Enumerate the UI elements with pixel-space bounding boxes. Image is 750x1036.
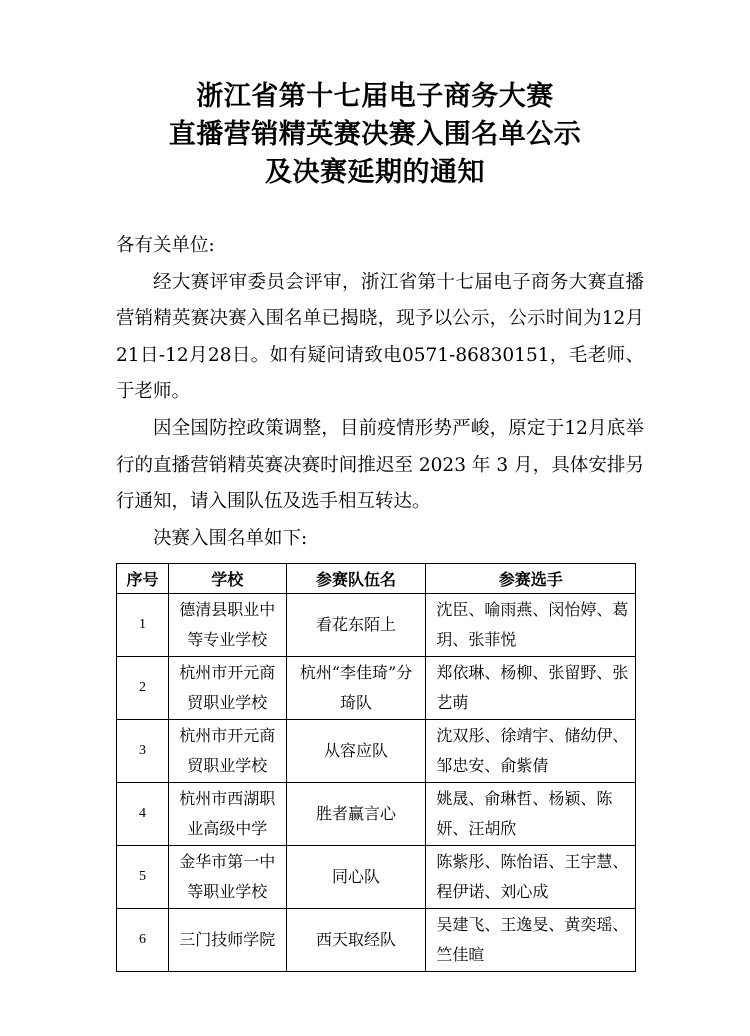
- school-text: 杭州市西湖职业高级中学: [179, 789, 276, 838]
- row-team: [286, 720, 426, 783]
- table-row: [117, 909, 636, 972]
- header-players: 参赛选手: [426, 564, 636, 594]
- table-row: [117, 657, 636, 720]
- school-text: 杭州市开元商贸职业学校: [179, 726, 276, 775]
- table-row: [117, 783, 636, 846]
- row-team: [286, 909, 426, 972]
- title-line-2: 直播营销精英赛决赛入围名单公示: [168, 119, 582, 150]
- school-text: 德清县职业中等专业学校: [179, 600, 276, 649]
- table-row: [117, 846, 636, 909]
- team-text: 西天取经队: [316, 930, 397, 949]
- team-text: 从容应队: [324, 741, 389, 760]
- document-title: [0, 78, 750, 192]
- row-team: [286, 657, 426, 720]
- table-row: [117, 594, 636, 657]
- row-players: 陈紫彤、陈怡语、王宇慧、程伊诺、刘心成: [426, 846, 636, 909]
- row-players: 郑依琳、杨柳、张留野、张艺萌: [426, 657, 636, 720]
- row-school: [168, 657, 286, 720]
- row-team: [286, 783, 426, 846]
- header-school: 学校: [168, 564, 286, 594]
- header-team: 参赛队伍名: [286, 564, 426, 594]
- school-text: 杭州市开元商贸职业学校: [179, 663, 276, 712]
- row-num: 3: [117, 720, 169, 783]
- row-players: 沈双彤、徐靖宇、储幼伊、邹忠安、俞紫倩: [426, 720, 636, 783]
- row-school: [168, 720, 286, 783]
- document-body: [116, 228, 644, 557]
- paragraph-postponement: 因全国防控政策调整，目前疫情形势严峻，原定于12月底举行的直播营销精英赛决赛时间推迟至 2023 年 3 月，具体安排另行通知，请入围队伍及选手相互转达。: [116, 417, 644, 513]
- row-team: [286, 846, 426, 909]
- school-text: 金华市第一中等职业学校: [179, 852, 276, 901]
- finalist-table: [116, 563, 636, 972]
- team-text: 同心队: [332, 867, 381, 886]
- row-team: [286, 594, 426, 657]
- table-row: [117, 720, 636, 783]
- table-header-row: [117, 564, 636, 594]
- row-school: [168, 846, 286, 909]
- row-school: [168, 909, 286, 972]
- title-line-1: 浙江省第十七届电子商务大赛: [196, 81, 554, 112]
- school-text: 三门技师学院: [179, 930, 276, 949]
- row-players: 沈臣、喻雨燕、闵怡婷、葛玥、张菲悦: [426, 594, 636, 657]
- title-line-3: 及决赛延期的通知: [265, 157, 485, 188]
- row-num: 6: [117, 909, 169, 972]
- team-text: 看花东陌上: [316, 615, 397, 634]
- header-num: 序号: [117, 564, 169, 594]
- team-text: 杭州“李佳琦”分琦队: [299, 663, 413, 712]
- row-num: 5: [117, 846, 169, 909]
- paragraph-list-intro: 决赛入围名单如下:: [153, 527, 308, 549]
- row-num: 4: [117, 783, 169, 846]
- row-players: 姚晟、俞琳哲、杨颖、陈妍、汪胡欣: [426, 783, 636, 846]
- row-num: 2: [117, 657, 169, 720]
- salutation: 各有关单位:: [116, 235, 215, 256]
- team-text: 胜者赢言心: [316, 804, 397, 823]
- row-num: 1: [117, 594, 169, 657]
- row-school: [168, 783, 286, 846]
- row-players: 吴建飞、王逸旻、黄奕瑶、竺佳暄: [426, 909, 636, 972]
- row-school: [168, 594, 286, 657]
- paragraph-review: 经大赛评审委员会评审，浙江省第十七届电子商务大赛直播营销精英赛决赛入围名单已揭晓，现予以公示，公示时间为12月21日-12月28日。如有疑问请致电0571-86830151，毛老师、于老师。: [116, 271, 644, 403]
